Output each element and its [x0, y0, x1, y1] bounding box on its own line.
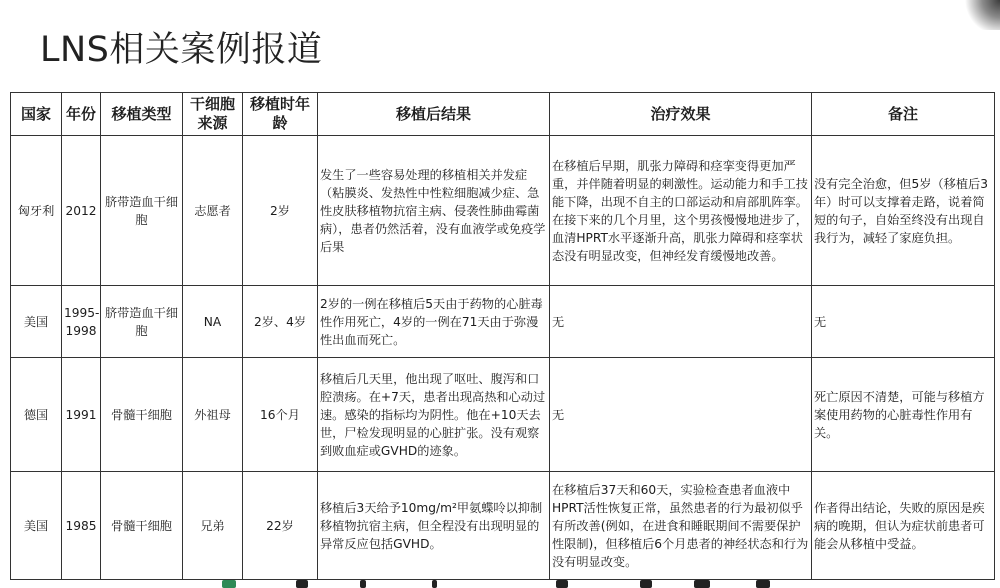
cropped-mark — [556, 580, 568, 588]
cell-type: 脐带造血干细胞 — [101, 136, 183, 286]
cell-note: 作者得出结论，失败的原因是疾病的晚期，但认为症状前患者可能会从移植中受益。 — [812, 472, 995, 580]
slide-title: LNS相关案例报道 — [40, 30, 323, 70]
case-report-table — [10, 92, 995, 580]
table-header-row — [11, 93, 995, 136]
header-source: 干细胞来源 — [183, 93, 243, 136]
cropped-mark — [640, 580, 652, 588]
cell-effect: 在移植后37天和60天，实验检查患者血液中HPRT活性恢复正常，虽然患者的行为最初似乎有所改善(例如，在进食和睡眠期间不需要保护性限制)，但移植后6个月患者的神经状态和行为没有明显改变。 — [550, 472, 812, 580]
cell-country: 美国 — [11, 286, 62, 358]
cell-result: 发生了一些容易处理的移植相关并发症（粘膜炎、发热性中性粒细胞减少症、急性皮肤移植物抗宿主病、侵袭性肺曲霉菌病），患者仍然活着，没有血液学或免疫学后果 — [318, 136, 550, 286]
cell-year: 2012 — [62, 136, 101, 286]
cell-source: NA — [183, 286, 243, 358]
cell-country: 匈牙利 — [11, 136, 62, 286]
cropped-caption-fragments — [200, 580, 800, 588]
header-effect: 治疗效果 — [550, 93, 812, 136]
cell-result: 移植后3天给予10mg/m²甲氨蝶呤以抑制移植物抗宿主病，但全程没有出现明显的异常反应包括GVHD。 — [318, 472, 550, 580]
header-year: 年份 — [62, 93, 101, 136]
cell-age: 22岁 — [243, 472, 318, 580]
cropped-mark — [432, 580, 437, 588]
cell-type: 骨髓干细胞 — [101, 358, 183, 472]
cell-note: 无 — [812, 286, 995, 358]
header-type: 移植类型 — [101, 93, 183, 136]
cell-result: 移植后几天里，他出现了呕吐、腹泻和口腔溃疡。在+7天，患者出现高热和心动过速。感染的指标均为阴性。他在+10天去世，尸检发现明显的心脏扩张。没有观察到败血症或GVHD的迹象。 — [318, 358, 550, 472]
cell-source: 兄弟 — [183, 472, 243, 580]
cell-source: 志愿者 — [183, 136, 243, 286]
cell-age: 16个月 — [243, 358, 318, 472]
cell-source: 外祖母 — [183, 358, 243, 472]
cell-type: 骨髓干细胞 — [101, 472, 183, 580]
cell-effect: 在移植后早期，肌张力障碍和痉挛变得更加严重，并伴随着明显的刺激性。运动能力和手工技能下降，出现不自主的口部运动和肩部肌阵挛。在接下来的几个月里，这个男孩慢慢地进步了，血清HPRT水平逐渐升高，肌张力障碍和痉挛状态没有明显改变，但神经发育缓慢地改善。 — [550, 136, 812, 286]
cell-age: 2岁 — [243, 136, 318, 286]
cell-type: 脐带造血干细胞 — [101, 286, 183, 358]
cell-country: 德国 — [11, 358, 62, 472]
cell-effect: 无 — [550, 358, 812, 472]
header-age: 移植时年龄 — [243, 93, 318, 136]
table-row — [11, 358, 995, 472]
cell-age: 2岁、4岁 — [243, 286, 318, 358]
header-country: 国家 — [11, 93, 62, 136]
table-row — [11, 136, 995, 286]
cropped-mark — [296, 580, 308, 588]
header-note: 备注 — [812, 93, 995, 136]
cropped-mark — [360, 580, 366, 588]
cropped-mark — [222, 580, 236, 588]
cell-country: 美国 — [11, 472, 62, 580]
cell-year: 1985 — [62, 472, 101, 580]
table-row — [11, 286, 995, 358]
cell-effect: 无 — [550, 286, 812, 358]
cell-result: 2岁的一例在移植后5天由于药物的心脏毒性作用死亡，4岁的一例在71天由于弥漫性出血而死亡。 — [318, 286, 550, 358]
table-row — [11, 472, 995, 580]
cropped-mark — [694, 580, 710, 588]
cell-note: 没有完全治愈，但5岁（移植后3年）时可以支撑着走路，说着简短的句子，自始至终没有出现自我行为，减轻了家庭负担。 — [812, 136, 995, 286]
header-result: 移植后结果 — [318, 93, 550, 136]
window-corner-shadow — [960, 0, 1000, 30]
cell-note: 死亡原因不清楚，可能与移植方案使用药物的心脏毒性作用有关。 — [812, 358, 995, 472]
cell-year: 1995-1998 — [62, 286, 101, 358]
cell-year: 1991 — [62, 358, 101, 472]
cropped-mark — [756, 580, 770, 588]
